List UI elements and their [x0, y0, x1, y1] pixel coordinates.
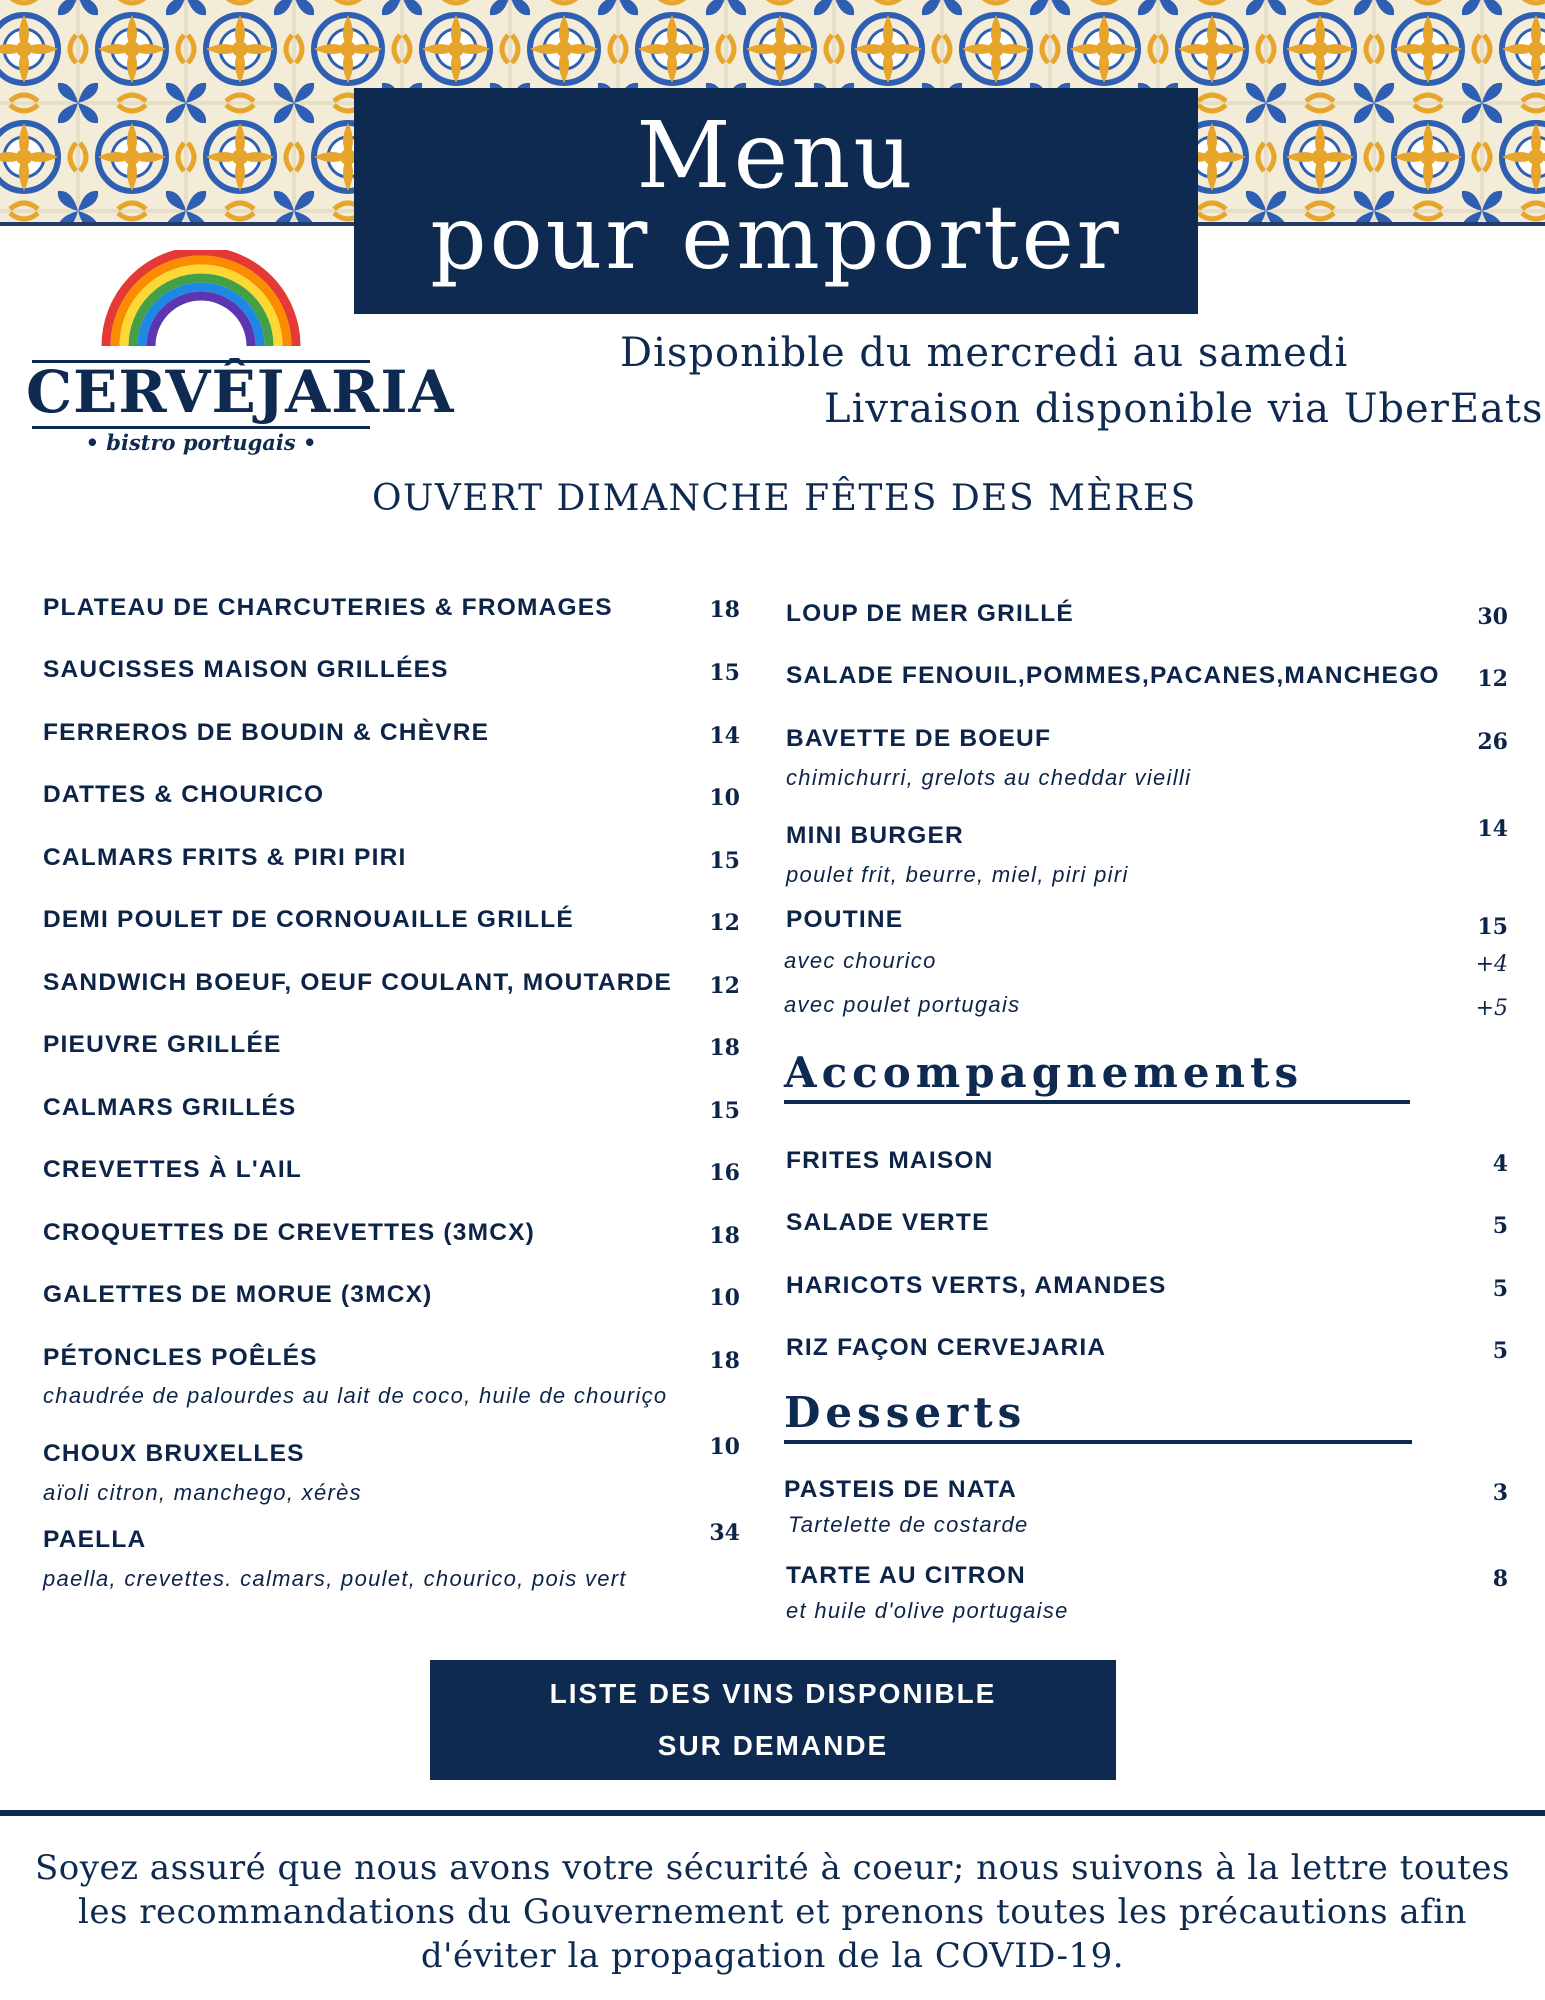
menu-item-option-price: +5	[1475, 996, 1508, 1021]
covid-notice-line2: les recommandations du Gouvernement et prenons toutes les précautions afin	[77, 1892, 1467, 1932]
menu-title: Menu	[636, 102, 916, 209]
wine-list-banner	[430, 1660, 1116, 1780]
dessert-item-description: Tartelette de costarde	[788, 1512, 1029, 1537]
logo-tagline: • bistro portugais •	[85, 430, 317, 455]
menu-item-price: 10	[709, 1434, 740, 1460]
menu-item-description: paella, crevettes. calmars, poulet, chourico, pois vert	[43, 1566, 627, 1591]
menu-item-price: 14	[709, 723, 740, 749]
menu-title-box	[354, 88, 1198, 314]
menu-item-price: 18	[709, 1223, 740, 1249]
menu-item-price: 30	[1477, 604, 1508, 630]
menu-item-name: DATTES & CHOURICO	[43, 781, 325, 808]
menu-item-option-price: +4	[1475, 952, 1508, 977]
menu-item-name: SALADE FENOUIL,POMMES,PACANES,MANCHEGO	[786, 662, 1440, 689]
menu-item-name: PLATEAU DE CHARCUTERIES & FROMAGES	[43, 594, 613, 621]
menu-item-name: CREVETTES À L'AIL	[43, 1156, 302, 1183]
menu-item-price: 18	[709, 1348, 740, 1374]
menu-item-name: CROQUETTES DE CREVETTES (3MCX)	[43, 1219, 536, 1246]
menu-item-price: 15	[1477, 914, 1508, 940]
footer-divider	[0, 1810, 1545, 1816]
menu-item-price: 15	[709, 1098, 740, 1124]
menu-item-price: 18	[709, 597, 740, 623]
wine-list-line2: SUR DEMANDE	[657, 1730, 889, 1761]
special-opening-notice: OUVERT DIMANCHE FÊTES DES MÈRES	[372, 478, 1197, 519]
menu-item-name: SANDWICH BOEUF, OEUF COULANT, MOUTARDE	[43, 969, 673, 996]
menu-item-price: 14	[1477, 816, 1508, 842]
covid-notice-line3: d'éviter la propagation de la COVID-19.	[420, 1936, 1125, 1976]
dessert-item-description: et huile d'olive portugaise	[786, 1598, 1069, 1623]
wine-list-line1: LISTE DES VINS DISPONIBLE	[549, 1678, 997, 1709]
menu-item-name: DEMI POULET DE CORNOUAILLE GRILLÉ	[43, 906, 574, 933]
menu-item-description: chaudrée de palourdes au lait de coco, huile de chouriço	[43, 1383, 668, 1408]
menu-item-price: 12	[709, 910, 740, 936]
menu-item-name: CALMARS GRILLÉS	[43, 1094, 297, 1121]
menu-item-option: avec chourico	[784, 948, 937, 973]
cervejaria-logo	[26, 250, 455, 470]
logo-wordmark: CERVÊJARIA	[26, 358, 455, 426]
side-item-name: RIZ FAÇON CERVEJARIA	[786, 1334, 1107, 1361]
menu-item-price: 12	[709, 973, 740, 999]
dessert-item-price: 3	[1492, 1480, 1508, 1506]
menu-item-name: BAVETTE DE BOEUF	[786, 725, 1052, 752]
dessert-item-price: 8	[1492, 1566, 1508, 1592]
menu-item-price: 10	[709, 1285, 740, 1311]
menu-item-price: 10	[709, 785, 740, 811]
side-item-price: 5	[1492, 1338, 1508, 1364]
menu-item-name: GALETTES DE MORUE (3MCX)	[43, 1281, 433, 1308]
menu-item-price: 18	[709, 1035, 740, 1061]
side-item-name: SALADE VERTE	[786, 1209, 990, 1236]
menu-item-name: CHOUX BRUXELLES	[43, 1440, 305, 1467]
menu-item-name: PAELLA	[43, 1526, 147, 1553]
menu-item-name: PÉTONCLES POÊLÉS	[43, 1344, 318, 1371]
menu-item-price: 34	[709, 1520, 740, 1546]
sides-section-title: Accompagnements	[784, 1048, 1304, 1097]
side-item-price: 5	[1492, 1213, 1508, 1239]
covid-notice-line1: Soyez assuré que nous avons votre sécurité à coeur; nous suivons à la lettre toutes	[34, 1848, 1510, 1888]
menu-item-name: POUTINE	[786, 906, 904, 933]
menu-item-price: 15	[709, 660, 740, 686]
menu-item-name: CALMARS FRITS & PIRI PIRI	[43, 844, 407, 871]
menu-item-name: SAUCISSES MAISON GRILLÉES	[43, 656, 449, 683]
dessert-item-name: PASTEIS DE NATA	[784, 1476, 1018, 1503]
menu-item-name: LOUP DE MER GRILLÉ	[786, 600, 1074, 627]
menu-item-price: 26	[1477, 729, 1508, 755]
menu-item-price: 15	[709, 848, 740, 874]
menu-item-name: PIEUVRE GRILLÉE	[43, 1031, 282, 1058]
menu-subtitle: pour emporter	[430, 186, 1122, 289]
availability-delivery: Livraison disponible via UberEats	[824, 386, 1544, 432]
desserts-section-rule	[784, 1440, 1412, 1444]
availability-days: Disponible du mercredi au samedi	[620, 330, 1349, 376]
menu-item-description: chimichurri, grelots au cheddar vieilli	[786, 765, 1192, 790]
menu-item-price: 12	[1477, 666, 1508, 692]
side-item-name: FRITES MAISON	[786, 1147, 994, 1174]
covid-notice	[30, 1846, 1515, 1978]
menu-item-price: 16	[709, 1160, 740, 1186]
menu-item-description: poulet frit, beurre, miel, piri piri	[786, 862, 1129, 887]
desserts-section-title: Desserts	[784, 1388, 1027, 1437]
dessert-item-name: TARTE AU CITRON	[786, 1562, 1026, 1589]
side-item-price: 4	[1492, 1151, 1508, 1177]
side-item-name: HARICOTS VERTS, AMANDES	[786, 1272, 1167, 1299]
sides-section-rule	[784, 1100, 1410, 1104]
menu-item-description: aïoli citron, manchego, xérès	[43, 1480, 362, 1505]
side-item-price: 5	[1492, 1276, 1508, 1302]
logo-rule-bottom	[32, 426, 370, 429]
rainbow-icon	[26, 250, 376, 360]
menu-item-option: avec poulet portugais	[784, 992, 1021, 1017]
menu-item-name: MINI BURGER	[786, 822, 964, 849]
menu-item-name: FERREROS DE BOUDIN & CHÈVRE	[43, 719, 490, 746]
